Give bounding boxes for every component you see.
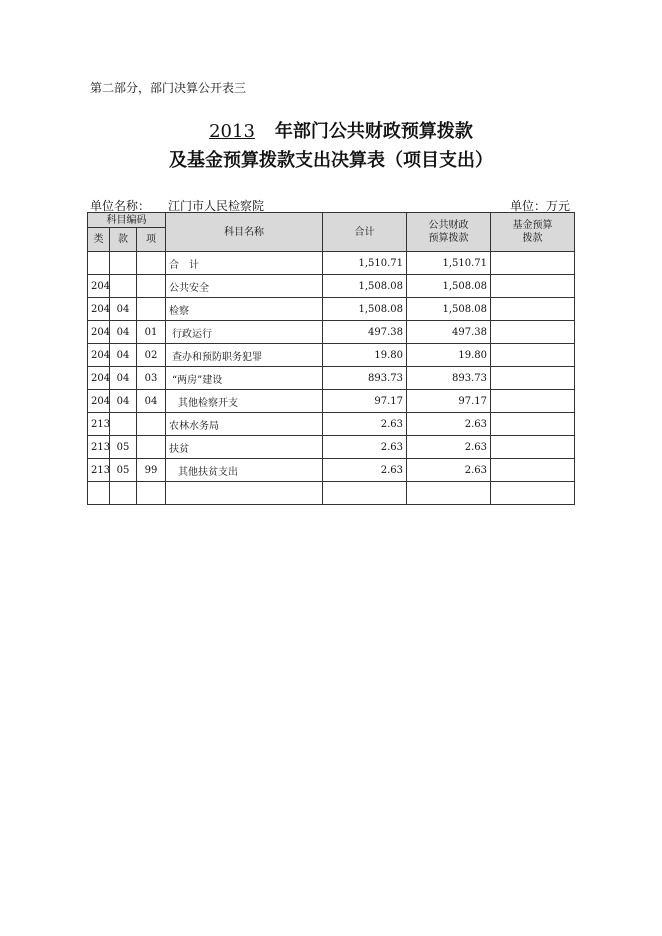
cell-total: 2.63 bbox=[323, 413, 407, 436]
cell-fund bbox=[491, 298, 575, 321]
cell-total: 97.17 bbox=[323, 390, 407, 413]
cell-name: 农林水务局 bbox=[166, 413, 323, 436]
report-title-line1 bbox=[0, 117, 662, 143]
cell-kuan: 04 bbox=[110, 390, 137, 413]
table-row bbox=[88, 367, 575, 390]
cell-kuan: 04 bbox=[110, 298, 137, 321]
header-total: 合计 bbox=[323, 213, 407, 252]
cell-public: 497.38 bbox=[407, 321, 491, 344]
cell-total: 19.80 bbox=[323, 344, 407, 367]
cell-lei: 213 bbox=[88, 459, 110, 482]
cell-total: 1,510.71 bbox=[323, 252, 407, 275]
cell-fund bbox=[491, 275, 575, 298]
header-code-group: 科目编码 bbox=[88, 213, 166, 228]
report-title-rest: 年部门公共财政预算拨款 bbox=[274, 121, 473, 142]
cell-public: 2.63 bbox=[407, 436, 491, 459]
cell-xiang bbox=[137, 298, 166, 321]
table-row bbox=[88, 298, 575, 321]
cell-kuan bbox=[110, 482, 137, 505]
cell-fund bbox=[491, 413, 575, 436]
cell-lei: 204 bbox=[88, 390, 110, 413]
cell-name: 其他扶贫支出 bbox=[166, 459, 323, 482]
cell-lei: 204 bbox=[88, 298, 110, 321]
cell-xiang bbox=[137, 436, 166, 459]
table-row bbox=[88, 344, 575, 367]
cell-kuan: 04 bbox=[110, 321, 137, 344]
header-subject-name: 科目名称 bbox=[166, 213, 323, 252]
cell-name: “两房”建设 bbox=[166, 367, 323, 390]
cell-lei: 204 bbox=[88, 367, 110, 390]
cell-total: 2.63 bbox=[323, 459, 407, 482]
cell-fund bbox=[491, 367, 575, 390]
cell-kuan bbox=[110, 413, 137, 436]
cell-name bbox=[166, 482, 323, 505]
cell-total bbox=[323, 482, 407, 505]
cell-public: 19.80 bbox=[407, 344, 491, 367]
cell-public: 1,510.71 bbox=[407, 252, 491, 275]
cell-public: 893.73 bbox=[407, 367, 491, 390]
header-lei: 类 bbox=[88, 228, 110, 252]
cell-name: 公共安全 bbox=[166, 275, 323, 298]
cell-name: 检察 bbox=[166, 298, 323, 321]
report-title-line2: 及基金预算拨款支出决算表（项目支出） bbox=[169, 150, 493, 171]
cell-xiang bbox=[137, 482, 166, 505]
table-row bbox=[88, 436, 575, 459]
cell-xiang: 02 bbox=[137, 344, 166, 367]
expenditure-table bbox=[87, 212, 575, 505]
cell-public: 2.63 bbox=[407, 413, 491, 436]
cell-xiang bbox=[137, 275, 166, 298]
cell-xiang: 99 bbox=[137, 459, 166, 482]
cell-kuan: 04 bbox=[110, 344, 137, 367]
cell-lei bbox=[88, 482, 110, 505]
cell-xiang bbox=[137, 413, 166, 436]
org-name: 江门市人民检察院 bbox=[168, 199, 265, 213]
report-title-year: 2013 bbox=[209, 121, 255, 142]
cell-fund bbox=[491, 482, 575, 505]
cell-name: 行政运行 bbox=[166, 321, 323, 344]
cell-xiang: 04 bbox=[137, 390, 166, 413]
cell-lei bbox=[88, 252, 110, 275]
table-row bbox=[88, 413, 575, 436]
section-label: 第二部分，部门决算公开表三 bbox=[90, 81, 247, 95]
cell-total: 497.38 bbox=[323, 321, 407, 344]
cell-fund bbox=[491, 390, 575, 413]
cell-kuan bbox=[110, 252, 137, 275]
cell-xiang: 01 bbox=[137, 321, 166, 344]
cell-public: 97.17 bbox=[407, 390, 491, 413]
cell-kuan: 05 bbox=[110, 459, 137, 482]
unit-label: 单位：万元 bbox=[509, 199, 570, 213]
table-row bbox=[88, 459, 575, 482]
header-fund-budget: 基金预算 拨款 bbox=[491, 213, 575, 252]
table-row bbox=[88, 321, 575, 344]
cell-lei: 213 bbox=[88, 436, 110, 459]
cell-lei: 204 bbox=[88, 344, 110, 367]
cell-name: 查办和预防职务犯罪 bbox=[166, 344, 323, 367]
org-label: 单位名称： bbox=[90, 199, 151, 213]
table-row bbox=[88, 252, 575, 275]
cell-name: 其他检察开支 bbox=[166, 390, 323, 413]
cell-public: 1,508.08 bbox=[407, 275, 491, 298]
cell-total: 1,508.08 bbox=[323, 298, 407, 321]
header-public-budget: 公共财政 预算拨款 bbox=[407, 213, 491, 252]
cell-xiang bbox=[137, 252, 166, 275]
header-kuan: 款 bbox=[110, 228, 137, 252]
cell-public: 1,508.08 bbox=[407, 298, 491, 321]
cell-lei: 204 bbox=[88, 275, 110, 298]
table-row bbox=[88, 482, 575, 505]
cell-total: 893.73 bbox=[323, 367, 407, 390]
cell-fund bbox=[491, 459, 575, 482]
cell-public bbox=[407, 482, 491, 505]
cell-total: 1,508.08 bbox=[323, 275, 407, 298]
cell-kuan: 04 bbox=[110, 367, 137, 390]
cell-total: 2.63 bbox=[323, 436, 407, 459]
table-row bbox=[88, 390, 575, 413]
cell-fund bbox=[491, 321, 575, 344]
cell-public: 2.63 bbox=[407, 459, 491, 482]
cell-kuan bbox=[110, 275, 137, 298]
cell-lei: 204 bbox=[88, 321, 110, 344]
cell-name: 合 计 bbox=[166, 252, 323, 275]
cell-xiang: 03 bbox=[137, 367, 166, 390]
cell-fund bbox=[491, 252, 575, 275]
cell-kuan: 05 bbox=[110, 436, 137, 459]
header-xiang: 项 bbox=[137, 228, 166, 252]
cell-lei: 213 bbox=[88, 413, 110, 436]
cell-fund bbox=[491, 344, 575, 367]
cell-name: 扶贫 bbox=[166, 436, 323, 459]
cell-fund bbox=[491, 436, 575, 459]
table-row bbox=[88, 275, 575, 298]
